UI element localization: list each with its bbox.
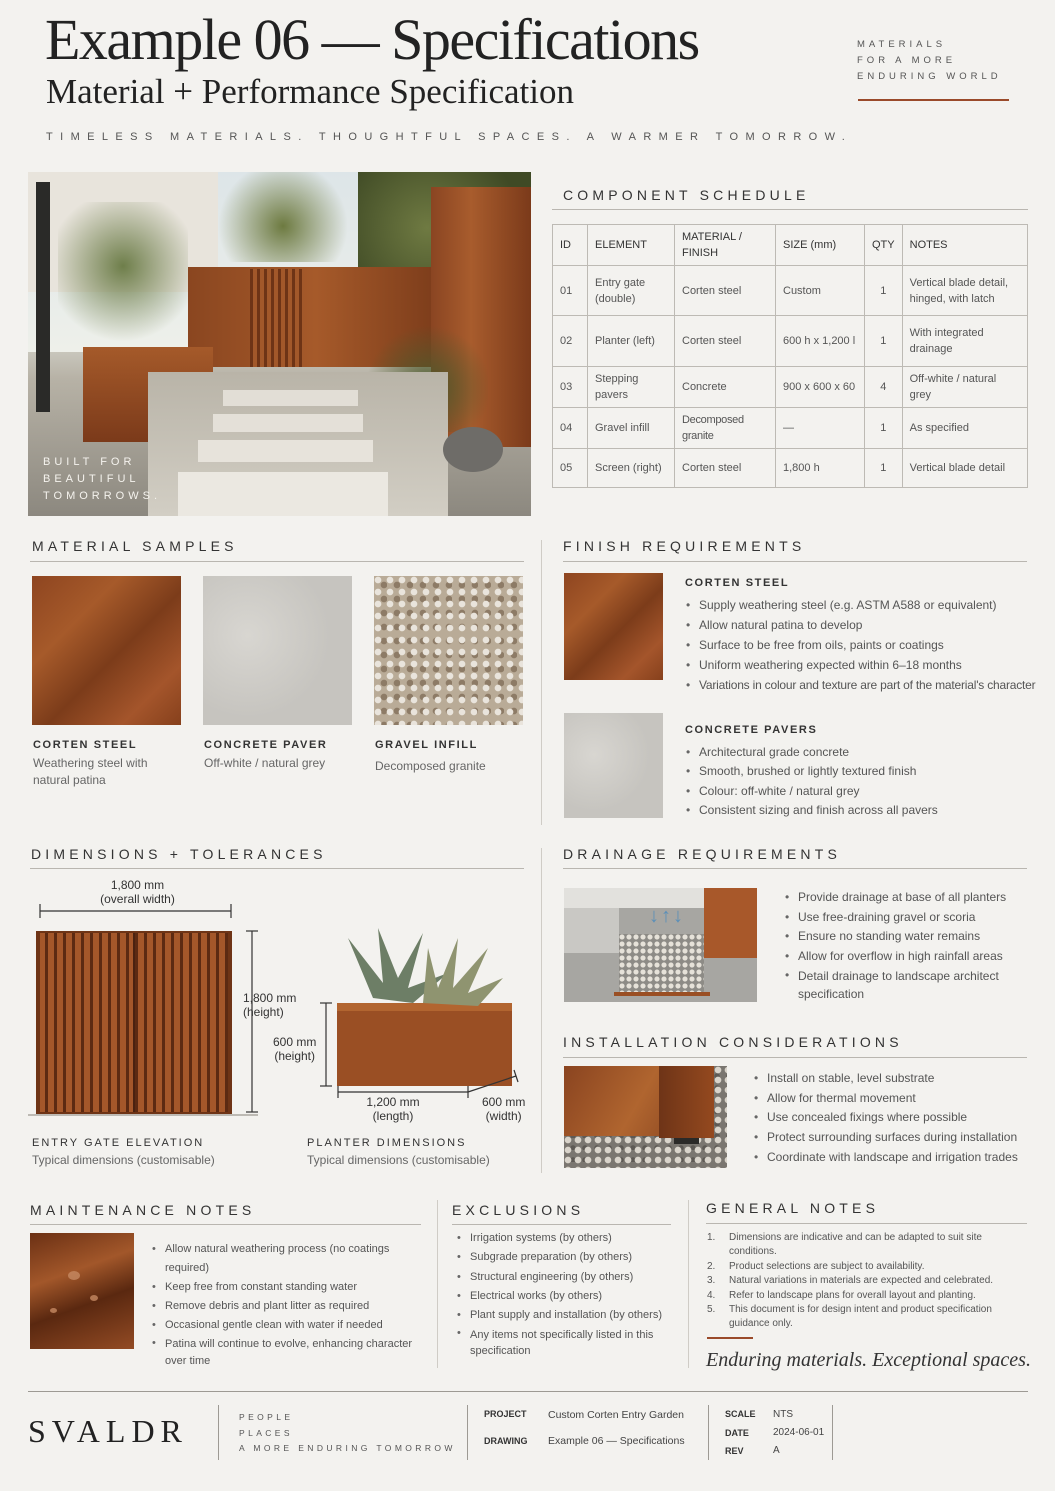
finish-title: FINISH REQUIREMENTS (563, 538, 806, 554)
list-item: • Variations in colour and texture are part of the material's character (684, 675, 1044, 695)
exclusions-list (455, 1229, 675, 1359)
entry-gate-drawing (28, 931, 258, 1116)
list-item: • Allow natural patina to develop (684, 615, 1044, 635)
list-item: • Electrical works (by others) (455, 1287, 675, 1306)
project-value: Custom Corten Entry Garden (548, 1409, 684, 1421)
column-divider (541, 848, 542, 1173)
list-number: 3. (707, 1275, 716, 1287)
list-item: • Protect surrounding surfaces during installation (752, 1128, 1042, 1148)
list-item: • Use concealed fixings where possible (752, 1108, 1042, 1128)
list-item: • Colour: off-white / natural grey (684, 782, 1024, 801)
planter-caption: PLANTER DIMENSIONS (307, 1137, 467, 1149)
list-item: • Keep free from constant standing water (150, 1278, 430, 1297)
maintenance-rule (30, 1224, 421, 1225)
dim-note: (height) (243, 1005, 284, 1019)
drawing-label: DRAWING (484, 1436, 528, 1446)
finish-corten-name: CORTEN STEEL (685, 577, 790, 589)
cell: 4 (865, 367, 903, 408)
table-header-row (553, 225, 1028, 266)
gate-caption: ENTRY GATE ELEVATION (32, 1137, 205, 1149)
list-item: • Allow natural weathering process (no coatings required) (150, 1240, 430, 1278)
cell: Planter (left) (588, 316, 675, 367)
finish-corten-list (684, 595, 1044, 695)
component-schedule-table (552, 224, 1028, 488)
date-value: 2024-06-01 (773, 1427, 825, 1438)
col-element: ELEMENT (588, 225, 675, 266)
samples-rule (30, 561, 524, 562)
overlay-line: BEAUTIFUL (43, 473, 140, 485)
cell: Vertical blade detail (902, 449, 1027, 488)
dimensions-rule (30, 868, 524, 869)
wet-corten-image (30, 1233, 134, 1349)
sample-name: CONCRETE PAVER (204, 739, 328, 751)
dim-value: 600 mm (273, 1035, 317, 1049)
list-item: • Ensure no standing water remains (783, 927, 1033, 947)
list-item (707, 1274, 1032, 1288)
table-row (553, 408, 1028, 449)
cell: 1 (865, 316, 903, 367)
page-title: Example 06 — Specifications (45, 7, 699, 72)
dim-value: 1,200 mm (366, 1095, 420, 1109)
corner-line: MATERIALS (857, 39, 947, 50)
page-subtitle: Material + Performance Specification (46, 72, 574, 111)
brand-tagline (239, 1410, 456, 1457)
corten-sample-swatch (32, 576, 181, 725)
scale-value: NTS (773, 1409, 793, 1420)
list-number: 5. (707, 1304, 716, 1316)
dim-note: (height) (274, 1049, 316, 1063)
general-notes-list (707, 1231, 1032, 1332)
closing-quote: Enduring materials. Exceptional spaces. (706, 1349, 1031, 1371)
list-item: • Install on stable, level substrate (752, 1069, 1042, 1089)
finish-rule (563, 561, 1027, 562)
corner-line: ENDURING WORLD (857, 71, 1002, 82)
list-number: 2. (707, 1260, 716, 1272)
schedule-rule (552, 209, 1028, 210)
list-item (707, 1231, 1032, 1260)
corten-finish-swatch (564, 573, 663, 680)
cell: Corten steel (675, 266, 776, 316)
dim-value: 1,800 mm (110, 878, 165, 892)
cell: 04 (553, 408, 588, 449)
sample-desc: Off-white / natural grey (204, 756, 326, 770)
cell: 1 (865, 408, 903, 449)
list-item: • Subgrade preparation (by others) (455, 1248, 675, 1267)
dim-value: 600 mm (482, 1095, 526, 1109)
gate-height-label (243, 991, 296, 1019)
exclusions-title: EXCLUSIONS (452, 1202, 585, 1218)
drainage-rule (563, 868, 1027, 869)
list-item: • Architectural grade concrete (684, 743, 1024, 762)
cell: 900 x 600 x 60 (776, 367, 865, 408)
cell: Concrete (675, 367, 776, 408)
list-item: • Any items not specifically listed in this specification (455, 1325, 675, 1359)
column-divider (541, 540, 542, 825)
overlay-line: TOMORROWS. (43, 490, 162, 502)
list-item: • Provide drainage at base of all planters (783, 888, 1033, 908)
table-row (553, 316, 1028, 367)
cell: Off-white / natural grey (902, 367, 1027, 408)
date-label: DATE (725, 1428, 749, 1438)
cell: 1,800 h (776, 449, 865, 488)
table-row (553, 449, 1028, 488)
list-item: • Allow for thermal movement (752, 1089, 1042, 1109)
sample-name: CORTEN STEEL (33, 739, 138, 751)
drainage-list (783, 888, 1033, 1003)
concrete-sample-swatch (203, 576, 352, 725)
gate-width-label (90, 878, 185, 906)
planter-width-label (482, 1095, 525, 1123)
list-text: Dimensions are indicative and can be adapted to suit site conditions. (729, 1232, 982, 1258)
gravel-sample-swatch (374, 576, 523, 725)
list-text: Product selections are subject to availability. (729, 1260, 925, 1272)
list-number: 1. (707, 1232, 716, 1243)
cell: Corten steel (675, 449, 776, 488)
cell: Entry gate (double) (588, 266, 675, 316)
cell: As specified (902, 408, 1027, 449)
corner-line: FOR A MORE (857, 55, 957, 66)
general-rule (706, 1223, 1027, 1224)
hero-overlay-text (43, 454, 161, 505)
column-divider (688, 1200, 689, 1368)
installation-list (752, 1069, 1042, 1168)
list-item (707, 1303, 1032, 1332)
dim-note: (length) (372, 1109, 414, 1123)
list-item: • Supply weathering steel (e.g. ASTM A588 or equivalent) (684, 595, 1044, 615)
drawing-value: Example 06 — Specifications (548, 1435, 685, 1447)
sample-desc: Weathering steel with natural patina (33, 756, 148, 787)
finish-pavers-name: CONCRETE PAVERS (685, 724, 818, 736)
gate-caption-sub: Typical dimensions (customisable) (32, 1153, 215, 1167)
list-number: 4. (707, 1289, 716, 1301)
list-item: • Irrigation systems (by others) (455, 1229, 675, 1248)
list-item: • Smooth, brushed or lightly textured finish (684, 762, 1024, 781)
sample-desc: Decomposed granite (375, 759, 486, 773)
cell: 02 (553, 316, 588, 367)
cell: Gravel infill (588, 408, 675, 449)
tagline: TIMELESS MATERIALS. THOUGHTFUL SPACES. A WARMER TOMORROW. (46, 131, 853, 143)
footer-rule (28, 1391, 1028, 1392)
installation-image (564, 1066, 727, 1168)
brand-logo: SVALDR (28, 1413, 188, 1449)
footer-divider (218, 1405, 219, 1460)
list-text: Refer to landscape plans for overall layout and planting. (729, 1289, 976, 1301)
list-item: • Uniform weathering expected within 6–18 months (684, 655, 1044, 675)
cell: Custom (776, 266, 865, 316)
list-item: • Detail drainage to landscape architect specification (783, 966, 1033, 1003)
maintenance-list (150, 1240, 430, 1370)
sample-name: GRAVEL INFILL (375, 739, 478, 751)
concrete-finish-swatch (564, 713, 663, 818)
quote-accent-rule (707, 1337, 753, 1339)
list-item: • Coordinate with landscape and irrigation trades (752, 1148, 1042, 1168)
cell: Stepping pavers (588, 367, 675, 408)
planter-caption-sub: Typical dimensions (customisable) (307, 1153, 490, 1167)
list-item (707, 1260, 1032, 1274)
samples-title: MATERIAL SAMPLES (32, 538, 238, 554)
footer-divider (832, 1405, 833, 1460)
installation-title: INSTALLATION CONSIDERATIONS (563, 1034, 903, 1050)
list-item: • Use free-draining gravel or scoria (783, 908, 1033, 928)
rev-value: A (773, 1445, 780, 1456)
col-material: MATERIAL / FINISH (675, 225, 776, 266)
col-notes: NOTES (902, 225, 1027, 266)
footer-divider (708, 1405, 709, 1460)
finish-pavers-list (684, 743, 1024, 820)
drainage-section-image: ↓↑↓ (564, 888, 757, 1002)
list-text: This document is for design intent and product specification guidance only. (729, 1304, 992, 1330)
planter-drawing (337, 928, 512, 1088)
dim-note: (overall width) (100, 892, 175, 906)
cell: Vertical blade detail, hinged, with latch (902, 266, 1027, 316)
cell: With integrated drainage (902, 316, 1027, 367)
scale-label: SCALE (725, 1409, 756, 1419)
cell: 01 (553, 266, 588, 316)
exclusions-rule (452, 1224, 671, 1225)
list-item (707, 1289, 1032, 1303)
list-item: • Surface to be free from oils, paints or coatings (684, 635, 1044, 655)
cell: 1 (865, 266, 903, 316)
cell: 03 (553, 367, 588, 408)
schedule-title: COMPONENT SCHEDULE (563, 187, 810, 203)
cell: — (776, 408, 865, 449)
list-item: • Occasional gentle clean with water if needed (150, 1316, 430, 1335)
brand-line: PLACES (239, 1427, 293, 1438)
general-title: GENERAL NOTES (706, 1200, 880, 1216)
list-item: • Plant supply and installation (by others) (455, 1306, 675, 1325)
project-label: PROJECT (484, 1409, 527, 1419)
planter-length-label (353, 1095, 433, 1123)
cell: Corten steel (675, 316, 776, 367)
column-divider (437, 1200, 438, 1368)
cell: 600 h x 1,200 l (776, 316, 865, 367)
brand-line: PEOPLE (239, 1412, 294, 1422)
cell: 05 (553, 449, 588, 488)
footer-divider (467, 1405, 468, 1460)
cell: 1 (865, 449, 903, 488)
col-qty: QTY (865, 225, 903, 266)
col-id: ID (553, 225, 588, 266)
planter-height-label (273, 1035, 316, 1063)
cell: Screen (right) (588, 449, 675, 488)
list-item: • Allow for overflow in high rainfall areas (783, 947, 1033, 967)
list-item: • Consistent sizing and finish across all pavers (684, 801, 1024, 820)
list-item: • Structural engineering (by others) (455, 1268, 675, 1287)
table-row (553, 266, 1028, 316)
list-item: • Remove debris and plant litter as required (150, 1297, 430, 1316)
dim-note: (width) (485, 1109, 522, 1123)
brand-line: A MORE ENDURING TOMORROW (239, 1443, 456, 1453)
corner-tagline (857, 37, 1002, 85)
drainage-title: DRAINAGE REQUIREMENTS (563, 846, 841, 862)
dim-value: 1,800 mm (243, 991, 297, 1005)
rev-label: REV (725, 1446, 744, 1456)
overlay-line: BUILT FOR (43, 456, 136, 468)
list-item: • Patina will continue to evolve, enhancing character over time (150, 1335, 430, 1370)
dimensions-title: DIMENSIONS + TOLERANCES (31, 846, 327, 862)
maintenance-title: MAINTENANCE NOTES (30, 1202, 256, 1218)
installation-rule (563, 1057, 1027, 1058)
cell: Decomposed granite (675, 408, 776, 449)
table-row (553, 367, 1028, 408)
col-size: SIZE (mm) (776, 225, 865, 266)
accent-rule (858, 99, 1009, 101)
list-text: Natural variations in materials are expected and celebrated. (729, 1275, 994, 1287)
